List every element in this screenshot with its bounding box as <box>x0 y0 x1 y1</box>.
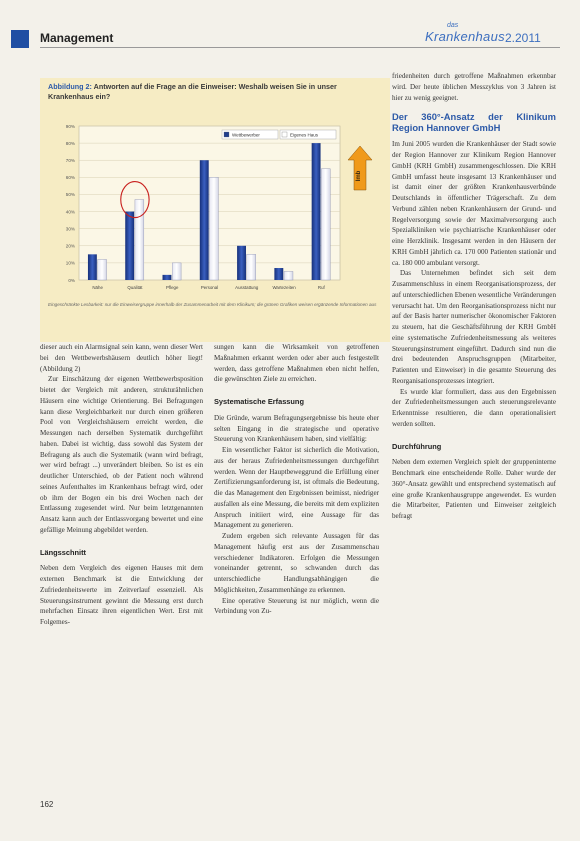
text-column-1 <box>40 342 203 628</box>
paragraph: Zur Einschätzung der eigenen Wettbewerbsposition bietet der Vergleich mit anderen, strukturähnlichen Häusern eine wichtige Orientierung. Bei Befragungen kann diese Vergleichbarkeit nur durch einen größeren Pool von Vergleichshäusern erreicht werden, die Messungen nach derselben Systematik durchgeführt haben. Dabei ist wichtig, dass sowohl das System der Befragung als auch die Systematik (wann wird befragt, wer wird befragt ...) unverändert bleiben. So ist es ein deutlicher Unterschied, ob der Patient noch während seines Aufenthaltes im Krankenhaus befragt wird, oder ob ihm der Bogen ein bis drei Wochen nach der Entlassung zugesendet wird. Nur beim letztgenannten Ansatz kann auch der Entlassvorgang bewertet und eine gefällige Meinung abgebildet werden. <box>40 375 203 534</box>
section-marker <box>11 30 29 48</box>
paragraph: Die Gründe, warum Befragungsergebnisse bis heute eher selten Eingang in die strategische und operative Steuerung von Krankenhäusern haben, sind vielfältig: <box>214 413 379 444</box>
y-tick-label: 90% <box>65 123 75 129</box>
x-tick-label: Ausstattung <box>235 285 259 290</box>
bar <box>274 268 283 280</box>
bar <box>200 160 209 280</box>
header-divider <box>40 47 560 48</box>
paragraph: friedenheiten durch getroffene Maßnahmen erkennbar wird. Der heute üblichen Messzyklus von 3 Jahren ist hier zu wenig geeignet. <box>392 72 556 102</box>
bar <box>88 254 97 280</box>
text-column-2 <box>214 342 379 617</box>
paragraph: Neben dem externen Vergleich spielt der gruppeninterne Benchmark eine entscheidende Rolle. Daher wurde der 360°-Ansatz gewählt und entsprechend systematisch auf eine große Krankenhausgruppe angewendet. Es wurden die Mitarbeiter, Patienten und Einweiser zeitgleich befragt <box>392 458 556 520</box>
figure-source-note: Eingeschränkte Lesbarkeit: nur die Einweisergruppe innerhalb der Zusammenarbeit mit dem Klinikum; die grünen Grafiken weisen ergänzende Informationen aus <box>48 302 377 307</box>
bar <box>321 169 330 280</box>
section-title: Management <box>40 31 114 45</box>
y-tick-label: 40% <box>65 209 75 215</box>
y-tick-label: 70% <box>65 158 75 164</box>
paragraph: Ein wesentlicher Faktor ist sicherlich die Motivation, aus der heraus Zufriedenheitsmessungen durchgeführt werden. Wenn der Hauptbeweggrund die Erfüllung einer Zertifizierungsanforderung ist, ist oftmals die Bedeutung, die das Management den Ergebnissen beimisst, niedriger ausfallen als eine Messung, die bereits mit dem expliziten Anspruch initiiert wird, eine Aussage für das Management zu generieren. <box>214 446 379 530</box>
y-tick-label: 50% <box>65 192 75 198</box>
issue-number: 2.2011 <box>505 31 541 45</box>
section-heading: Systematische Erfassung <box>214 397 304 406</box>
legend-label: Wettbewerber <box>232 132 260 138</box>
y-tick-label: 80% <box>65 140 75 146</box>
bar <box>312 143 321 280</box>
bar <box>172 263 181 280</box>
bar <box>247 254 256 280</box>
y-tick-label: 0% <box>68 277 75 283</box>
paragraph: Das Unternehmen befindet sich seit dem Zusammenschluss in einem Reorganisationsprozess, der auf unterschiedlichen Ebenen wesentliche Veränderungen verursacht hat. Um den Reorganisationsprozess nicht nur auf der Basis harter numerischer ökonomischer Faktoren zu steuern, hat die Geschäftsführung der KRH GmbH eine systematische Zufriedenheitsmessung als weiteres Steuerungsinstrument eingeführt. Dadurch sind nun die drei bedeutenden Anspruchsgruppen (Mitarbeiter, Patienten und Einweiser) in die gesamte Steuerung des Reorganisationsprozesses integriert. <box>392 269 556 385</box>
x-tick-label: Ruf <box>317 285 325 290</box>
journal-logo-prefix: das <box>447 22 459 29</box>
bar <box>284 271 293 280</box>
figure-caption <box>48 82 378 102</box>
paragraph: dieser auch ein Alarmsignal sein kann, wenn dieser Wert bei den Wettbewerbshäusern deutlich höher liegt! (Abbildung 2) <box>40 343 203 373</box>
x-tick-label: Personal <box>200 285 219 290</box>
legend-label: Eigenes Haus <box>290 132 319 138</box>
figure-caption-text: Antworten auf die Frage an die Einweiser: Weshalb weisen Sie in unser Krankenhaus ein? <box>48 82 337 101</box>
legend-swatch <box>224 132 229 137</box>
paragraph: sungen kann die Wirksamkeit von getroffenen Maßnahmen erkannt werden oder aber auch festgestellt werden, dass getroffene Maßnahmen eben nicht helfen, die gewünschten Ziele zu erreichen. <box>214 343 379 384</box>
paragraph: Eine operative Steuerung ist nur möglich, wenn die Verbindung von Zu- <box>214 596 379 616</box>
y-tick-label: 30% <box>65 226 75 232</box>
legend-swatch <box>282 132 287 137</box>
journal-logo: Krankenhaus <box>425 29 505 44</box>
bar <box>237 246 246 280</box>
paragraph: Zudem ergeben sich relevante Aussagen für das Management häufig erst aus der Zusammenschau verschiedener Indikatoren. Erfolgen die Messungen voneinander getrennt, so schwanden durch das unterschiedliche Handlungsabhängigen die Möglichkeiten, Zusammenhänge zu erkennen. <box>214 532 379 594</box>
x-tick-label: Wartezeiten <box>272 285 296 290</box>
x-tick-label: Qualität <box>127 285 143 290</box>
text-column-3 <box>392 71 556 522</box>
section-heading: Längsschnitt <box>40 547 86 557</box>
badge-label: Imb <box>356 170 362 182</box>
y-tick-label: 20% <box>65 243 75 249</box>
arrow-badge-icon <box>348 146 372 190</box>
bar <box>125 212 134 280</box>
bar-chart <box>49 120 384 298</box>
figure-label: Abbildung 2: <box>48 82 92 91</box>
bar <box>98 259 107 280</box>
bar <box>163 275 172 280</box>
x-tick-label: Pflege <box>165 285 179 290</box>
article-subheading: Der 360°-Ansatz der Klinikum Region Hannover GmbH <box>392 111 556 134</box>
section-heading: Durchführung <box>392 441 442 451</box>
page-number: 162 <box>40 800 54 809</box>
y-tick-label: 10% <box>65 260 75 266</box>
y-tick-label: 60% <box>65 175 75 181</box>
bar <box>135 200 144 280</box>
x-tick-label: Nähe <box>92 285 103 290</box>
paragraph: Es wurde klar formuliert, dass aus den Ergebnissen der Zufriedenheitsmessungen auch steuerungsrelevante Erkenntnisse resultieren, die dann operationalisiert werden sollten. <box>392 387 556 428</box>
paragraph: Im Juni 2005 wurden die Krankenhäuser der Stadt sowie der Region Hannover zur Klinikum Region Hannover GmbH (KRH GmbH) zusammengeschlossen. Die KRH GmbH umfasst heute insgesamt 13 Krankenhäuser und ist damit einer der größten Krankenhausverbünde Deutschlands in öffentlicher Trägerschaft. Zu dem Verbund zählen neben Krankenhäusern der Grund- und Regelversorgung sowie der Maximalversorgung auch Spezialkliniken wie psychiatrische Krankenhäuser oder eine Herzklinik. Insgesamt werden in den Häusern der KRH GmbH jährlich ca. 170 000 Patienten stationär und ca. 180 000 ambulant versorgt. <box>392 140 556 267</box>
paragraph: Neben dem Vergleich des eigenen Hauses mit dem externen Benchmark ist die Entwicklung der Zufriedenheitswerte im Zeitverlauf essenziell. Als Steuerungsinstrument gewinnt die Messung erst durch mehrfachen Einsatz ihren eigentlichen Wert. Erst mit Folgemes- <box>40 564 203 626</box>
bar <box>210 177 219 280</box>
